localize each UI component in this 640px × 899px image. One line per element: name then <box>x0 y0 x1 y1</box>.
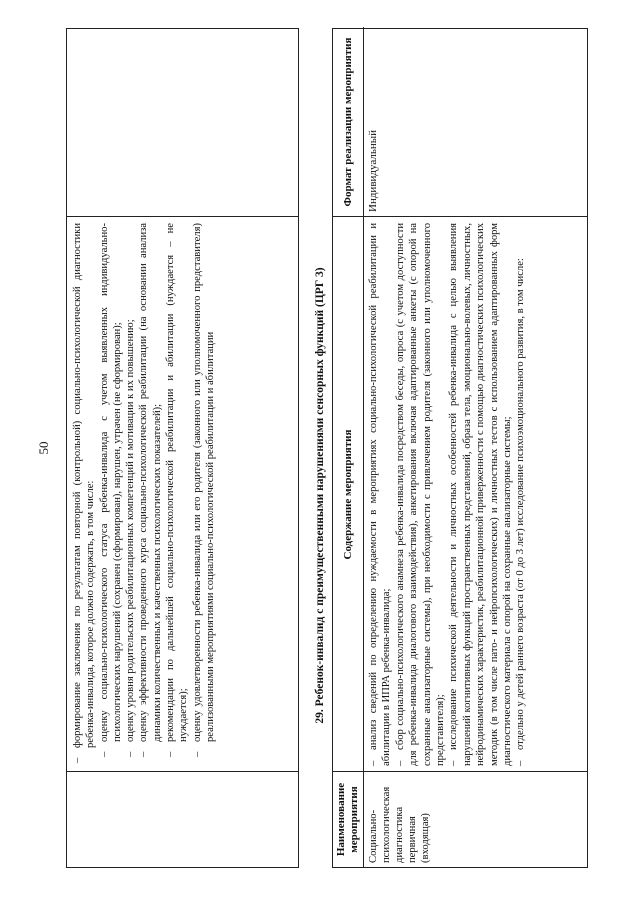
content-column <box>333 216 587 772</box>
upper-format-cell <box>67 27 298 217</box>
section-title: 29. Ребенок-инвалид с преимущественными нарушениями сенсорных функций (ЦРГ 3) <box>314 267 326 724</box>
header-name: Наименование мероприятия <box>333 772 364 867</box>
row-format: Индивидуальный <box>367 130 379 212</box>
list-item: –сбор социально-психологического анамнеза ребенка-инвалида посредством беседы, опроса (с учетом доступности для ребенка-инвалида диалогового взаимодействия), анкетирования включая адаптированные анкеты (с опорой на сохранные анализаторные системы), при необходимости с привлечением родителя (законного или уполномоченного представителя); <box>394 223 447 766</box>
list-item: –отдельно у детей раннего возраста (от 0 до 3 лет) исследование психоэмоционального развития, в том числе: <box>515 258 527 766</box>
upper-bullet-list <box>67 217 217 772</box>
name-column <box>333 771 587 867</box>
list-item: – оценку уровня родительских реабилитационных компетенций и мотивации к их повышению; <box>125 319 137 757</box>
row-name: Социально-психологическая диагностика первичная (входящая) <box>368 786 431 863</box>
format-column <box>333 27 587 217</box>
list-item: – рекомендации по дальнейшей социально-психологической реабилитации и абилитации (нуждается – не нуждается); <box>165 223 190 757</box>
upper-content-cell <box>67 216 298 772</box>
header-format: Формат реализации мероприятия <box>333 27 364 217</box>
list-item: – оценку социально-психологического статуса ребенка-инвалида с учетом выявленных индивидуально-психологических нарушений (сохранен (сформирован), нарушен, утрачен (не сформирован); <box>98 223 123 757</box>
list-item: – оценку удовлетворенности ребенка-инвалида или его родителя (законного или уполномоченного представителя) реализованными мероприятиями социально-психологической реабилитации и абилитации <box>191 223 216 757</box>
upper-table <box>66 28 299 868</box>
upper-name-cell <box>67 771 298 867</box>
list-item: –исследование психической деятельности и личностных особенностей ребенка-инвалида с целью выявления нарушений когнитивных функций пространственных представлений, образа тела, эмоционально-волевых, личностных, нейродинамических характеристик, реабилитационной приверженности с помощью диагностических психологических методик (в том числе пато- и нейропсихологических) и личностных тестов с использованием адаптированных форм диагностического материала с опорой на сохранные анализаторные системы; <box>448 223 514 766</box>
row-content <box>364 217 528 772</box>
page-number: 50 <box>36 441 51 455</box>
lower-table <box>332 28 588 868</box>
header-content: Содержание мероприятия <box>333 217 364 772</box>
rotated-sheet <box>32 28 592 868</box>
list-item: –анализ сведений по определению нуждаемости в мероприятиях социально-психологической реабилитации и абилитации в ИПРА ребенка-инвалида; <box>368 223 393 766</box>
list-item: – оценку эффективности проведенного курса социально-психологической реабилитации (на основании анализа динамики количественных и качественных психологических показателей); <box>138 223 163 757</box>
list-item: – формирование заключения по результатам повторной (контрольной) социально-психологической диагностики ребенка-инвалида, которое должно содержать, в том числе: <box>72 223 97 763</box>
